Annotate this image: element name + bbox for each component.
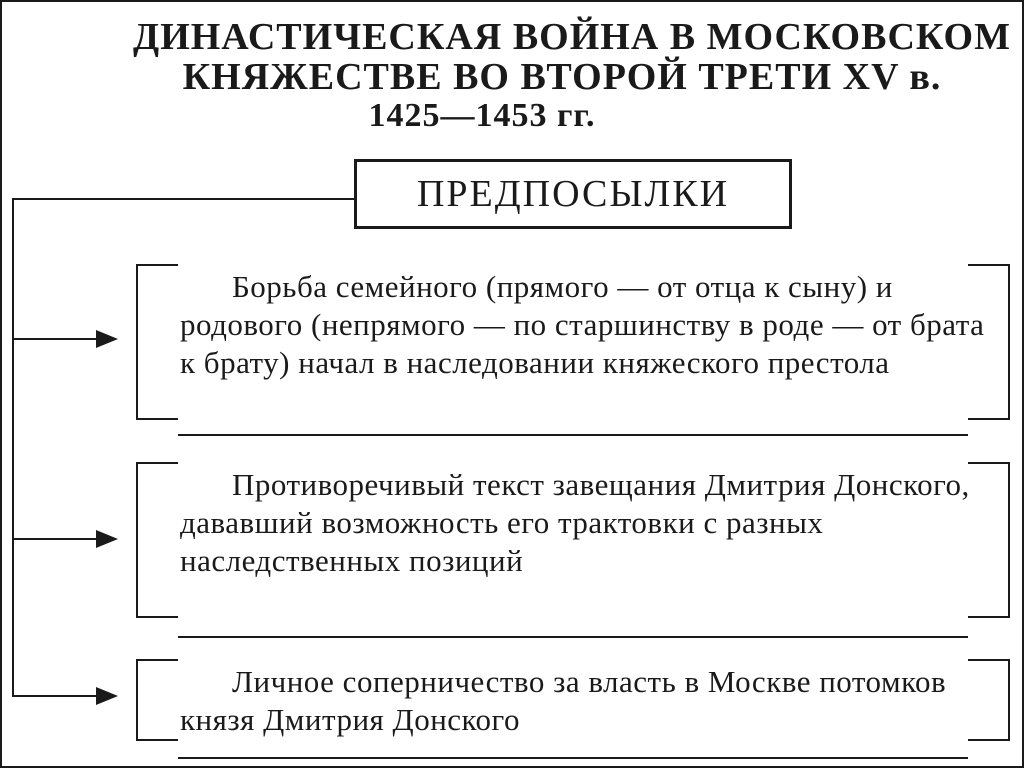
arrow-head-2 — [96, 530, 118, 548]
root-node-prerequisites: ПРЕДПОСЫЛКИ — [354, 159, 792, 229]
bracket-left — [136, 659, 178, 741]
prerequisite-text-3: Личное соперничество за власть в Москве потомков князя Дмитрия Донского — [180, 664, 947, 737]
prerequisite-node-2 — [136, 462, 1010, 618]
bracket-left — [136, 264, 178, 420]
separator-line-3 — [178, 757, 968, 759]
prerequisite-text-1: Борьба семейного (прямого — от отца к сыну) и родового (непрямого — по старшинству в роде — от брата к брату) начал в наследовании княжеского престола — [180, 269, 985, 380]
prerequisite-node-3 — [136, 659, 1010, 741]
diagram-title-line-2: КНЯЖЕСТВЕ ВО ВТОРОЙ ТРЕТИ XV в. — [182, 56, 942, 98]
arrow-head-3 — [96, 687, 118, 705]
bracket-left — [136, 462, 178, 618]
diagram-title-line-1: ДИНАСТИЧЕСКАЯ ВОЙНА В МОСКОВСКОМ — [133, 16, 1011, 58]
spine-connector-vertical — [12, 198, 14, 696]
diagram-title-line-3: 1425—1453 гг. — [368, 97, 596, 134]
separator-line-1 — [178, 434, 968, 436]
arrow-head-1 — [96, 330, 118, 348]
root-connector-horizontal — [12, 198, 354, 200]
separator-line-2 — [178, 636, 968, 638]
branch-connector-3 — [12, 695, 98, 697]
prerequisite-text-2: Противоречивый текст завещания Дмитрия Донского, дававший возможность его трактовки с разных наследственных позиций — [180, 467, 970, 578]
prerequisite-node-1 — [136, 264, 1010, 420]
branch-connector-2 — [12, 538, 98, 540]
branch-connector-1 — [12, 338, 98, 340]
